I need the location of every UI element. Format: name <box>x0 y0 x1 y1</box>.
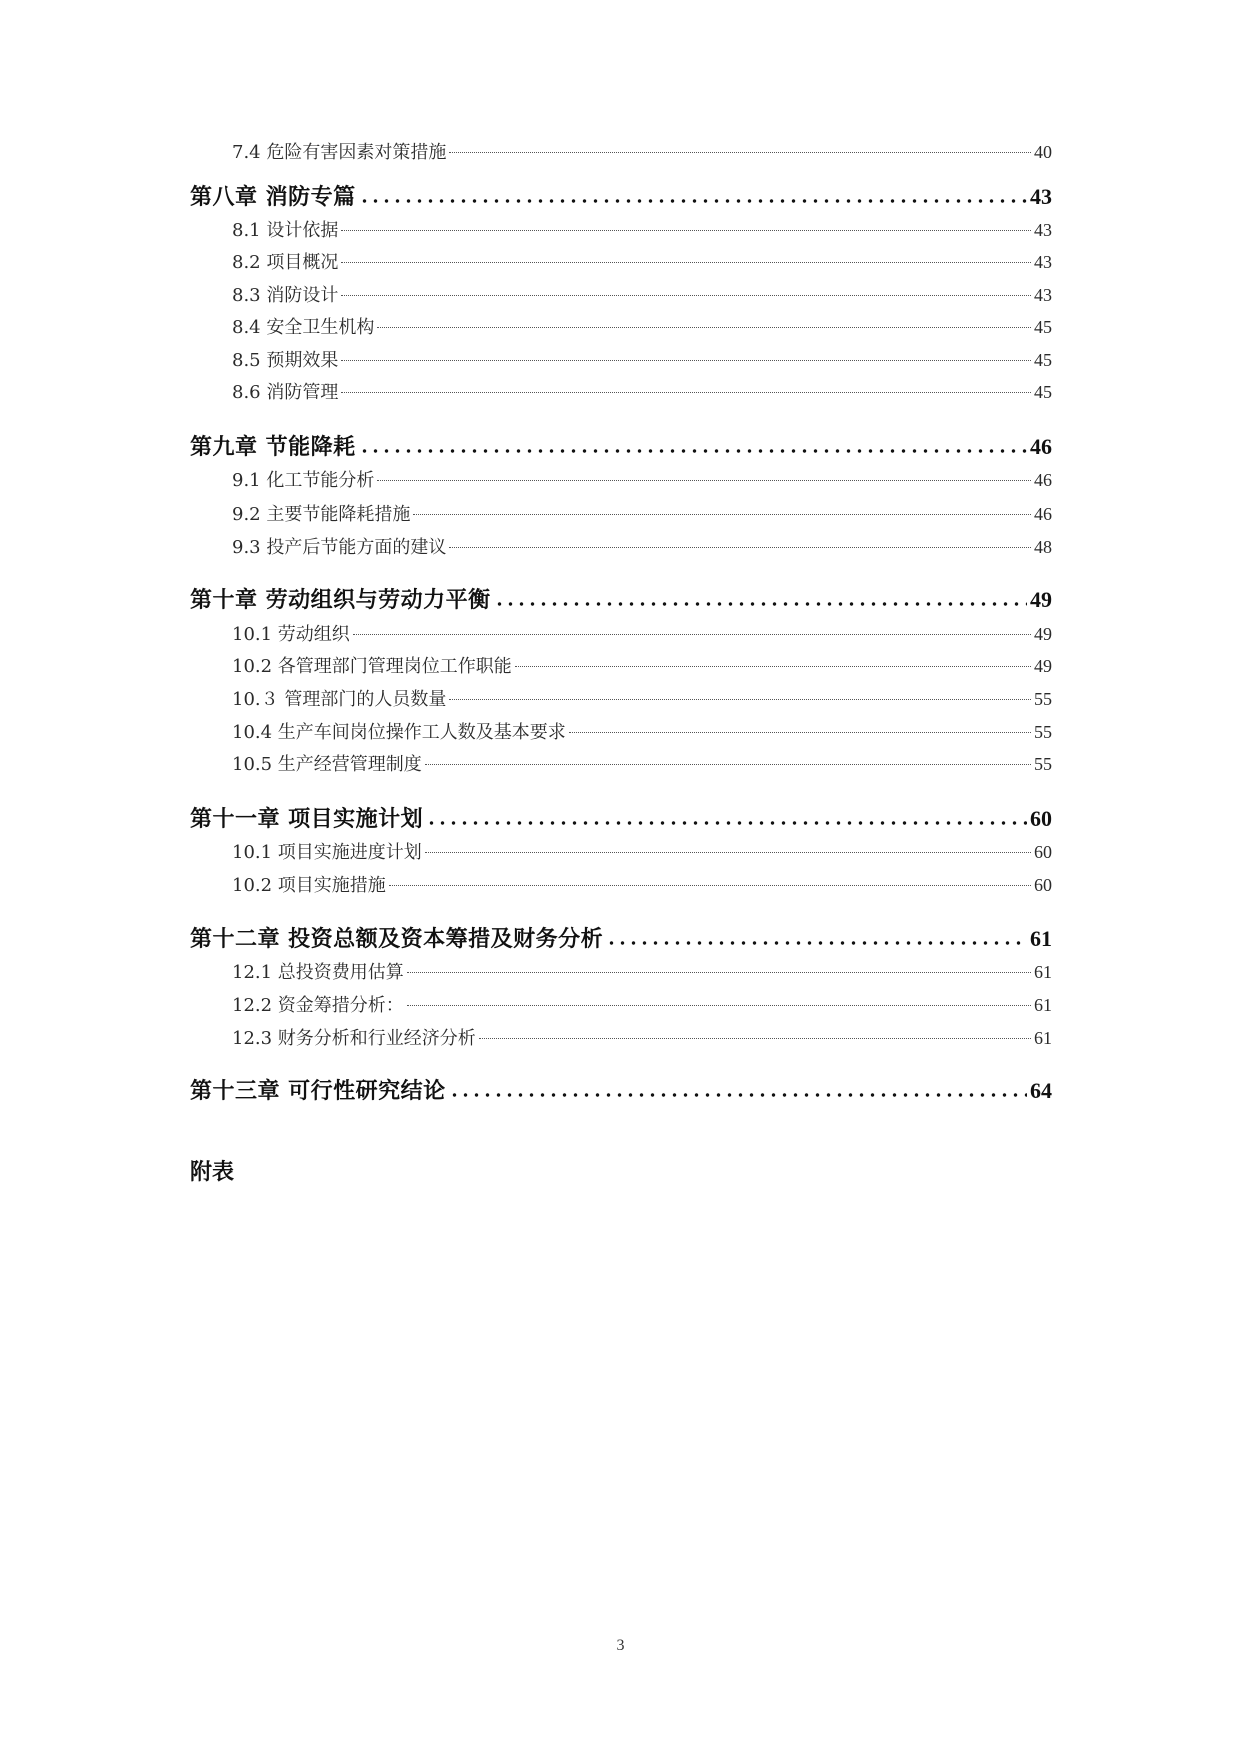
toc-entry-8-5[interactable] <box>232 346 1052 372</box>
toc-entry-page: 55 <box>1034 754 1052 774</box>
toc-entry-title: 7.4 危险有害因素对策措施 <box>232 142 447 163</box>
toc-entry-title: 9.2 主要节能降耗措施 <box>232 504 411 525</box>
dot-leader <box>341 360 1031 361</box>
dot-leader <box>569 732 1031 733</box>
toc-chapter-page: 49 <box>1030 587 1052 612</box>
toc-chapter-9[interactable] <box>190 430 1052 461</box>
toc-entry-page: 61 <box>1034 995 1052 1015</box>
toc-chapter-title: 第八章 消防专篇 <box>190 184 356 210</box>
toc-entry-title: 10.2 各管理部门管理岗位工作职能 <box>232 656 512 677</box>
toc-entry-title: 10.1 劳动组织 <box>232 624 350 645</box>
toc-entry-12-3[interactable] <box>232 1024 1052 1050</box>
toc-entry-page: 55 <box>1034 689 1052 709</box>
toc-entry-page: 45 <box>1034 317 1052 337</box>
toc-entry-title: 9.1 化工节能分析 <box>232 470 375 491</box>
toc-entry-page: 60 <box>1034 875 1052 895</box>
toc-entry-page: 46 <box>1034 470 1052 490</box>
dot-leader <box>377 327 1031 328</box>
dot-leader <box>449 699 1031 700</box>
toc-entry-title: 12.2 资金筹措分析： <box>232 995 404 1016</box>
toc-entry-9-1[interactable] <box>232 466 1052 492</box>
dot-leader <box>407 972 1031 973</box>
toc-entry-title: 12.1 总投资费用估算 <box>232 962 404 983</box>
toc-entry-title: 9.3 投产后节能方面的建议 <box>232 537 447 558</box>
toc-entry-10-4[interactable] <box>232 718 1052 744</box>
toc-entry-page: 45 <box>1034 350 1052 370</box>
toc-entry-7-4[interactable] <box>232 138 1052 164</box>
dot-leader <box>359 197 1027 205</box>
page-number: 3 <box>616 1637 625 1654</box>
dot-leader <box>494 600 1027 608</box>
dot-leader <box>425 764 1031 765</box>
toc-entry-title: 8.5 预期效果 <box>232 350 339 371</box>
toc-chapter-11[interactable] <box>190 802 1052 833</box>
toc-chapter-10[interactable] <box>190 583 1052 614</box>
toc-entry-title: 8.3 消防设计 <box>232 285 339 306</box>
toc-entry-page: 48 <box>1034 537 1052 557</box>
toc-entry-title: 8.1 设计依据 <box>232 220 339 241</box>
toc-chapter-page: 46 <box>1030 434 1052 459</box>
dot-leader <box>449 547 1031 548</box>
toc-entry-10-3[interactable] <box>232 685 1052 711</box>
dot-leader <box>449 1091 1027 1099</box>
toc-entry-title: 10.4 生产车间岗位操作工人数及基本要求 <box>232 722 566 743</box>
dot-leader <box>606 939 1027 947</box>
toc-entry-page: 46 <box>1034 504 1052 524</box>
toc-chapter-page: 43 <box>1030 184 1052 209</box>
dot-leader <box>449 152 1031 153</box>
dot-leader <box>413 514 1031 515</box>
toc-entry-title: 10.5 生产经营管理制度 <box>232 754 422 775</box>
toc-entry-page: 40 <box>1034 142 1052 162</box>
toc-chapter-title: 第十一章 项目实施计划 <box>190 806 424 832</box>
toc-chapter-12[interactable] <box>190 922 1052 953</box>
toc-entry-page: 45 <box>1034 382 1052 402</box>
toc-entry-12-1[interactable] <box>232 958 1052 984</box>
toc-entry-page: 43 <box>1034 285 1052 305</box>
dot-leader <box>353 634 1031 635</box>
toc-entry-page: 43 <box>1034 252 1052 272</box>
toc-entry-10-5[interactable] <box>232 750 1052 776</box>
dot-leader <box>425 852 1031 853</box>
dot-leader <box>515 666 1031 667</box>
toc-entry-8-4[interactable] <box>232 313 1052 339</box>
toc-entry-8-6[interactable] <box>232 378 1052 404</box>
toc-entry-title: 8.6 消防管理 <box>232 382 339 403</box>
dot-leader <box>359 447 1027 455</box>
toc-entry-title: 8.2 项目概况 <box>232 252 339 273</box>
toc-entry-9-3[interactable] <box>232 533 1052 559</box>
dot-leader <box>341 262 1031 263</box>
toc-chapter-title: 第十三章 可行性研究结论 <box>190 1078 446 1104</box>
toc-chapter-page: 60 <box>1030 806 1052 831</box>
toc-entry-page: 55 <box>1034 722 1052 742</box>
dot-leader <box>407 1005 1031 1006</box>
toc-chapter-title: 第十二章 投资总额及资本筹措及财务分析 <box>190 926 604 952</box>
dot-leader <box>389 885 1031 886</box>
toc-entry-title: 10.３ 管理部门的人员数量 <box>232 689 447 710</box>
toc-entry-title: 12.3 财务分析和行业经济分析 <box>232 1028 476 1049</box>
dot-leader <box>479 1038 1031 1039</box>
dot-leader <box>341 392 1031 393</box>
toc-entry-title: 10.1 项目实施进度计划 <box>232 842 422 863</box>
toc-chapter-page: 61 <box>1030 926 1052 951</box>
toc-entry-page: 61 <box>1034 1028 1052 1048</box>
toc-chapter-title: 第九章 节能降耗 <box>190 434 356 460</box>
appendix-heading[interactable]: 附表 <box>190 1159 235 1185</box>
toc-entry-8-3[interactable] <box>232 281 1052 307</box>
toc-entry-10-2[interactable] <box>232 652 1052 678</box>
toc-entry-page: 49 <box>1034 624 1052 644</box>
toc-entry-8-1[interactable] <box>232 216 1052 242</box>
dot-leader <box>341 295 1031 296</box>
toc-chapter-8[interactable] <box>190 180 1052 211</box>
toc-entry-title: 10.2 项目实施措施 <box>232 875 386 896</box>
toc-entry-title: 8.4 安全卫生机构 <box>232 317 375 338</box>
dot-leader <box>377 480 1031 481</box>
toc-chapter-title: 第十章 劳动组织与劳动力平衡 <box>190 587 491 613</box>
toc-entry-page: 60 <box>1034 842 1052 862</box>
toc-entry-9-2[interactable] <box>232 500 1052 526</box>
dot-leader <box>341 230 1031 231</box>
toc-chapter-13[interactable] <box>190 1074 1052 1105</box>
dot-leader <box>426 819 1027 827</box>
toc-entry-page: 43 <box>1034 220 1052 240</box>
toc-entry-12-2[interactable] <box>232 991 1052 1017</box>
toc-entry-10-1[interactable] <box>232 620 1052 646</box>
toc-entry-11-2[interactable] <box>232 871 1052 897</box>
toc-entry-11-1[interactable] <box>232 838 1052 864</box>
toc-entry-page: 61 <box>1034 962 1052 982</box>
toc-entry-page: 49 <box>1034 656 1052 676</box>
toc-entry-8-2[interactable] <box>232 248 1052 274</box>
toc-chapter-page: 64 <box>1030 1078 1052 1103</box>
